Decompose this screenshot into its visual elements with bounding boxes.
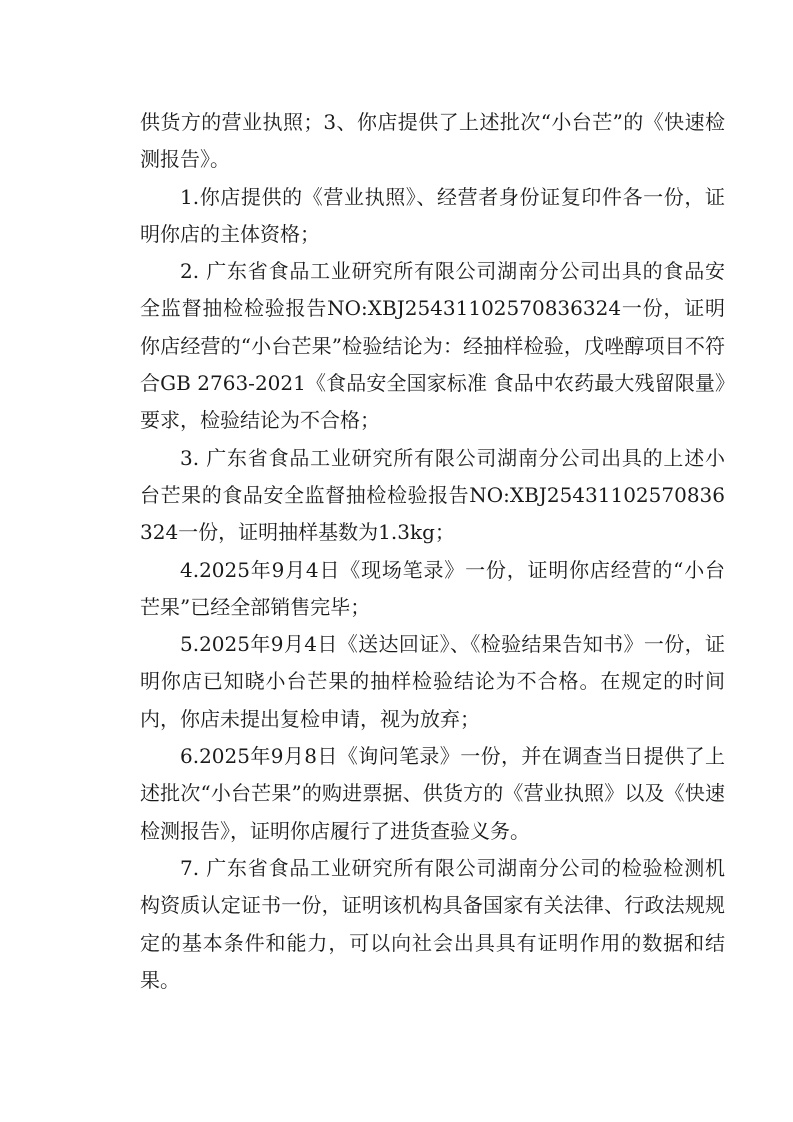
evidence-item-4: 4.2025年9月4日《现场笔录》一份，证明你店经营的“小台芒果”已经全部销售完毕； [140, 557, 725, 619]
document-body [140, 104, 725, 999]
evidence-item-7: 7. 广东省食品工业研究所有限公司湖南分公司的检验检测机构资质认定证书一份，证明该机构具备国家有关法律、行政法规规定的基本条件和能力，可以向社会出具具有证明作用的数据和结果。 [140, 855, 725, 992]
evidence-item-3: 3. 广东省食品工业研究所有限公司湖南分公司出具的上述小台芒果的食品安全监督抽检检验报告NO:XBJ25431102570836324一份，证明抽样基数为1.3kg； [140, 445, 725, 545]
evidence-item-1: 1.你店提供的《营业执照》、经营者身份证复印件各一份，证明你店的主体资格； [140, 184, 725, 246]
evidence-item-2: 2. 广东省食品工业研究所有限公司湖南分公司出具的食品安全监督抽检检验报告NO:XBJ25431102570836324一份，证明你店经营的“小台芒果”检验结论为：经抽样检验，戊唑醇项目不符合GB 2763-2021《食品安全国家标准 食品中农药最大残留限量》要求，检验结论为不合格； [140, 259, 725, 433]
paragraph-continuation: 供货方的营业执照；3、你店提供了上述批次“小台芒”的《快速检测报告》。 [140, 110, 725, 172]
evidence-item-6: 6.2025年9月8日《询问笔录》一份，并在调查当日提供了上述批次“小台芒果”的购进票据、供货方的《营业执照》以及《快速检测报告》，证明你店履行了进货查验义务。 [140, 744, 725, 843]
evidence-item-5: 5.2025年9月4日《送达回证》、《检验结果告知书》一份，证明你店已知晓小台芒果的抽样检验结论为不合格。在规定的时间内，你店未提出复检申请，视为放弃； [140, 632, 725, 731]
